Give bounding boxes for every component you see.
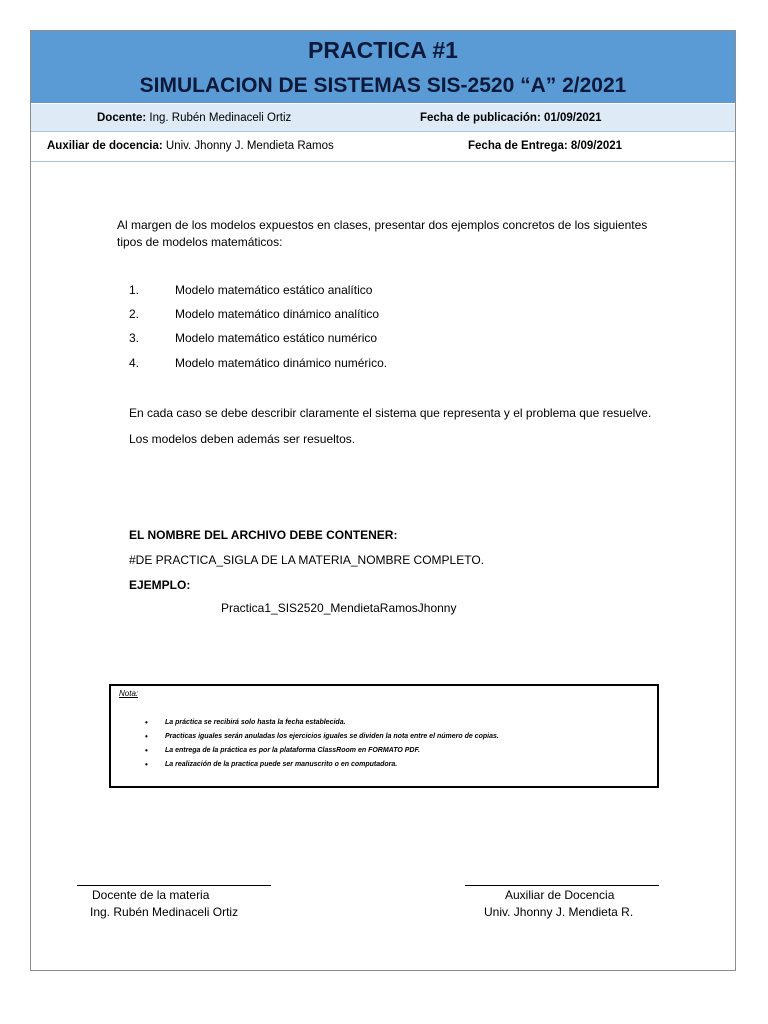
- info-row-auxiliar: [31, 132, 735, 162]
- note-item-text: La entrega de la práctica es por la plataforma ClassRoom en FORMATO PDF.: [165, 747, 420, 754]
- bullet-icon: •: [145, 746, 148, 755]
- signature-left-name: Ing. Rubén Medinaceli Ortiz: [90, 905, 239, 919]
- auxiliar-value: Univ. Jhonny J. Mendieta Ramos: [165, 140, 334, 152]
- filename-pattern: #DE PRACTICA_SIGLA DE LA MATERIA_NOMBRE COMPLETO.: [129, 553, 484, 567]
- list-item-number: 4.: [129, 356, 140, 370]
- docente-value: Ing. Rubén Medinaceli Ortiz: [149, 112, 292, 124]
- list-item-number: 2.: [129, 307, 140, 321]
- signature-right-name: Univ. Jhonny J. Mendieta R.: [484, 905, 634, 919]
- example-label: EJEMPLO:: [129, 578, 191, 592]
- list-item-text: Modelo matemático dinámico numérico.: [175, 356, 388, 370]
- signature-right-role: Auxiliar de Docencia: [505, 888, 615, 902]
- fecha-publicacion-cell: [420, 112, 602, 124]
- list-item-text: Modelo matemático estático analítico: [175, 283, 373, 297]
- fecha-entrega-cell: [468, 140, 622, 152]
- fecha-entrega-label: Fecha de Entrega:: [468, 140, 568, 152]
- list-item-number: 1.: [129, 283, 140, 297]
- signature-left-role: Docente de la materia: [92, 888, 210, 902]
- signature-line-right: [465, 885, 659, 886]
- fecha-publicacion-value: 01/09/2021: [543, 112, 602, 124]
- signature-line-left: [77, 885, 271, 886]
- intro-line-1: Al margen de los modelos expuestos en clases, presentar dos ejemplos concretos de los siguientes: [117, 218, 648, 232]
- instructions-line-1: En cada caso se debe describir claramente el sistema que representa y el problema que resuelve.: [129, 406, 652, 420]
- list-item-text: Modelo matemático estático numérico: [175, 331, 378, 345]
- list-item-text: Modelo matemático dinámico analítico: [175, 307, 380, 321]
- auxiliar-label: Auxiliar de docencia:: [47, 140, 163, 152]
- document-header: [31, 31, 735, 103]
- document-page: [30, 30, 736, 971]
- note-item: [145, 758, 499, 772]
- bullet-icon: •: [145, 718, 148, 727]
- note-list: [145, 716, 499, 772]
- document-subtitle: SIMULACION DE SISTEMAS SIS-2520 “A” 2/2021: [139, 74, 627, 97]
- note-item-text: Practicas iguales serán anuladas los ejercicios iguales se dividen la nota entre el número de copias.: [165, 733, 499, 740]
- example-value: Practica1_SIS2520_MendietaRamosJhonny: [221, 601, 457, 615]
- note-item: [145, 730, 499, 744]
- note-item-text: La práctica se recibirá solo hasta la fecha establecida.: [165, 719, 346, 726]
- docente-label: Docente:: [97, 112, 147, 124]
- note-item: [145, 716, 499, 730]
- auxiliar-cell: [47, 140, 334, 152]
- fecha-publicacion-label: Fecha de publicación:: [420, 112, 541, 124]
- intro-paragraph: [117, 217, 647, 251]
- note-title: Nota:: [119, 689, 139, 698]
- note-item-text: La realización de la practica puede ser manuscrito o en computadora.: [165, 761, 398, 768]
- instructions-line-2: Los modelos deben además ser resueltos.: [129, 432, 356, 446]
- bullet-icon: •: [145, 732, 148, 741]
- bullet-icon: •: [145, 760, 148, 769]
- fecha-entrega-value: 8/09/2021: [570, 140, 623, 152]
- intro-line-2: tipos de modelos matemáticos:: [117, 235, 283, 249]
- list-item-number: 3.: [129, 331, 140, 345]
- document-title: PRACTICA #1: [308, 37, 458, 63]
- note-item: [145, 744, 499, 758]
- note-box: [109, 684, 659, 788]
- info-row-docente: [31, 103, 735, 132]
- filename-heading: EL NOMBRE DEL ARCHIVO DEBE CONTENER:: [129, 528, 398, 542]
- docente-cell: [97, 112, 291, 124]
